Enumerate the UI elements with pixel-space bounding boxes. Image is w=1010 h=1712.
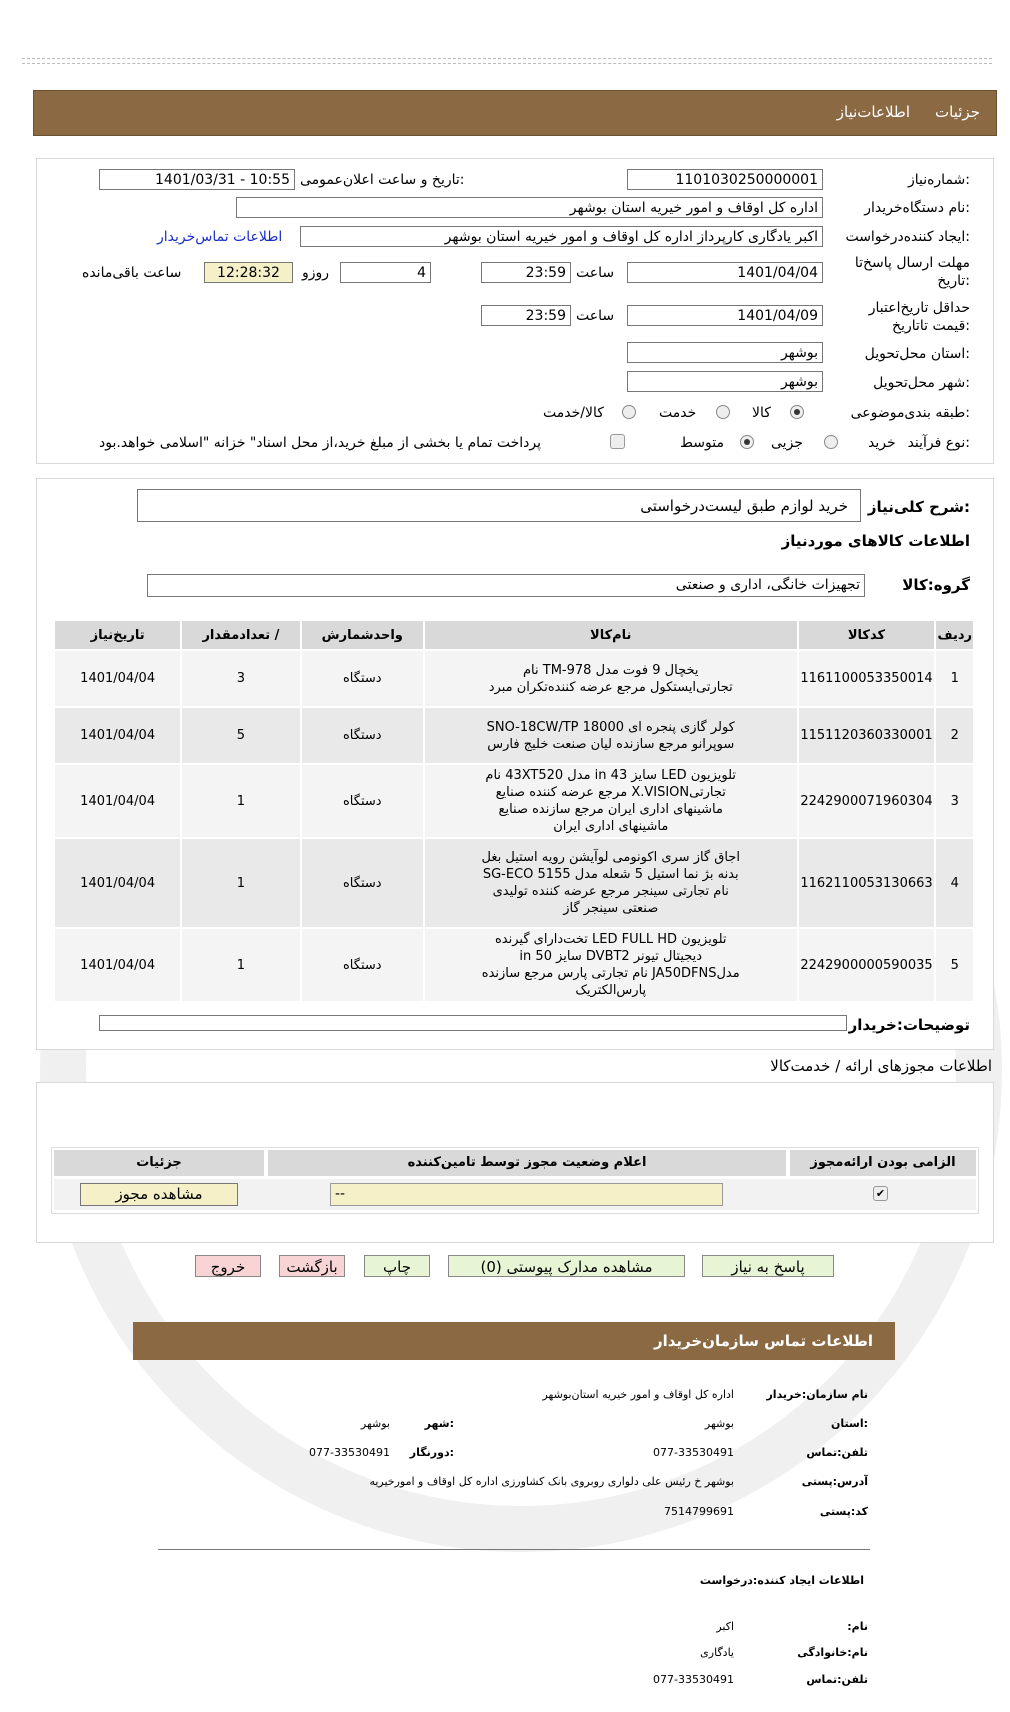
payment-note: پرداخت تمام یا بخشی از مبلغ خرید،از محل اسناد" خزانه "اسلامی خواهد.بود [99,435,542,451]
contact-bar [133,1322,895,1360]
province-field[interactable]: بوشهر [627,342,823,363]
process-option-medium: متوسط [680,435,724,451]
creator-name-label: نام: [847,1620,868,1633]
category-option-goods-service: کالا/خدمت [543,405,604,421]
col-date: تاریخ‌نیاز [55,621,180,649]
table-row [55,708,973,763]
need-number-field[interactable]: 1101030250000001 [627,169,823,190]
cell-row: 3 [936,765,973,837]
address-label: آدرس:پستی [801,1475,868,1488]
cell-code: 1162110053130663 [799,839,935,927]
creator-field[interactable]: اکبر یادگاری کارپرداز اداره کل اوقاف و امور خیریه استان بوشهر [300,226,823,247]
cell-row: 4 [936,839,973,927]
category-option-goods: کالا [752,405,771,421]
cell-name: تلویزیون LED FULL HD تخت‌دارای گیرنده دیجیتال تیونر DVBT2 سایز 50 in مدلJA50DFNS نام تجارتی پارس مرجع سازنده پارس‌الکتریک [425,929,797,1001]
buyer-notes-label: توضیحات:خریدار [848,1016,970,1034]
permits-table [51,1147,979,1214]
cell-row: 2 [936,708,973,763]
cell-qty: 1 [182,929,299,1001]
process-option-minor: جزیی [771,435,803,451]
cell-unit: دستگاه [302,651,423,706]
creator-family-value: یادگاری [700,1646,734,1659]
process-option-purchase: خرید [868,435,896,451]
payment-checkbox[interactable] [610,434,625,449]
process-label: نوع فرآیند: [907,435,970,451]
cell-qty: 1 [182,765,299,837]
postal-value: 7514799691 [664,1505,734,1518]
city-contact-label: :شهر [424,1417,454,1430]
reply-date-field[interactable]: 1401/04/04 [627,262,823,283]
cell-qty: 3 [182,651,299,706]
creator-label: ایجاد کننده‌درخواست: [845,229,970,245]
category-radio-goods[interactable] [790,405,804,419]
col-unit: واحدشمارش [302,621,423,649]
col-code: کدکالا [799,621,935,649]
col-name: نام‌کالا [425,621,797,649]
cell-code: 1151120360330001 [799,708,935,763]
cell-code: 1161100053350014 [799,651,935,706]
print-button[interactable]: چاپ [364,1255,430,1277]
view-permit-button[interactable]: مشاهده مجوز [80,1183,238,1206]
category-radio-goods-service[interactable] [622,405,636,419]
cell-date: 1401/04/04 [55,839,180,927]
org-value: اداره کل اوقاف و امور خیریه استان‌بوشهر [542,1388,734,1401]
attachments-button[interactable]: مشاهده مدارک پیوستی (0) [448,1255,685,1277]
permits-title: اطلاعات مجوزهای ارائه / خدمت‌کالا [770,1057,992,1075]
permit-required-checkbox: ✔ [873,1186,888,1201]
cell-name: یخچال 9 فوت مدل TM-978 نام تجارتی‌ایستکول مرجع عرضه کننده‌تکران مبرد [425,651,797,706]
validity-time-field[interactable]: 23:59 [481,305,571,326]
remaining-label: ساعت باقی‌مانده [82,265,182,281]
tab-need-info[interactable]: اطلاعات‌نیاز [836,103,910,121]
creator-phone-value: 077-33530491 [653,1673,734,1686]
postal-label: کد:پستی [819,1505,868,1518]
days-label: روزو [302,265,330,281]
cell-date: 1401/04/04 [55,929,180,1001]
summary-field: خرید لوازم طبق لیست‌درخواستی [137,489,861,522]
creator-info-title: اطلاعات ایجاد کننده:درخواست [699,1574,864,1587]
province-contact-label: :استان [831,1417,868,1430]
top-divider [22,58,992,64]
permits-header-required: الزامی بودن ارائه‌مجوز [790,1150,976,1176]
tab-details[interactable]: جزئیات [935,103,980,121]
category-option-service: خدمت [659,405,697,421]
goods-section-title: اطلاعات کالاهای موردنیاز [781,532,970,550]
cell-date: 1401/04/04 [55,708,180,763]
cell-code: 2242900000590035 [799,929,935,1001]
contact-divider [158,1549,870,1550]
phone-label: تلفن:تماس [806,1446,868,1459]
remaining-time-field: 12:28:32 [204,262,293,283]
table-row [55,651,973,706]
cell-unit: دستگاه [302,708,423,763]
announce-field[interactable]: 1401/03/31 - 10:55 [99,169,295,190]
header-bar [33,90,997,136]
price-validity-label: حداقل تاریخ‌اعتبار قیمت تا‌تاریخ: [868,300,970,334]
creator-family-label: نام:خانوادگی [797,1646,868,1659]
cell-date: 1401/04/04 [55,651,180,706]
buyer-notes-field [99,1015,847,1031]
province-contact-value: بوشهر [704,1417,734,1430]
cell-row: 1 [936,651,973,706]
cell-row: 5 [936,929,973,1001]
col-qty: / تعدادمقدار [182,621,299,649]
creator-name-value: اکبر [716,1620,734,1633]
cell-unit: دستگاه [302,929,423,1001]
validity-time-label: ساعت [576,308,615,324]
validity-date-field[interactable]: 1401/04/09 [627,305,823,326]
reply-time-field[interactable]: 23:59 [481,262,571,283]
cell-unit: دستگاه [302,765,423,837]
cell-unit: دستگاه [302,839,423,927]
phone-value: 077-33530491 [653,1446,734,1459]
province-label: استان محل‌تحویل: [864,346,970,362]
exit-button[interactable]: خروج [195,1255,261,1277]
buyer-label: نام دستگاه‌خریدار: [864,200,970,216]
reply-deadline-label: مهلت ارسال پاسخ‌تا تاریخ: [854,255,970,289]
fax-value: 077-33530491 [309,1446,390,1459]
buyer-field[interactable]: اداره کل اوقاف و امور خیریه استان بوشهر [236,197,823,218]
table-row [55,765,973,837]
permits-header-status: اعلام وضعیت مجوز توسط تامین‌کننده [268,1150,786,1176]
reply-button[interactable]: پاسخ به نیاز [702,1255,834,1277]
group-label: گروه:کالا [902,576,970,594]
cell-qty: 5 [182,708,299,763]
creator-phone-label: تلفن:تماس [806,1673,868,1686]
process-radio-minor[interactable] [824,435,838,449]
city-contact-value: بوشهر [360,1417,390,1430]
days-field[interactable]: 4 [340,262,431,283]
cell-name: کولر گازی پنجره ای SNO-18CW/TP 18000 سوپرانو مرجع سازنده لیان صنعت خلیج فارس [425,708,797,763]
cell-name: اجاق گاز سری اکونومی لوآیشن رویه استیل بغل بدنه بژ نما استیل 5 شعله مدل SG-ECO 5155 نام تجارتی سینجر مرجع عرضه کننده تولیدی صنعتی سینجر گاز [425,839,797,927]
announce-label: تاریخ و ساعت اعلان‌عمومی: [300,172,465,188]
permits-header-details: جزئیات [54,1150,264,1176]
cell-qty: 1 [182,839,299,927]
process-radio-medium[interactable] [740,435,754,449]
city-field[interactable]: بوشهر [627,371,823,392]
back-button[interactable]: بازگشت [279,1255,345,1277]
table-row [55,929,973,1001]
group-field: تجهیزات خانگی، اداری و صنعتی [147,574,865,597]
permit-status-field[interactable]: -- [330,1183,723,1206]
org-label: نام سازمان:خریدار [766,1388,868,1401]
col-row: ردیف [936,621,973,649]
cell-date: 1401/04/04 [55,765,180,837]
goods-table [53,619,975,1003]
buyer-contact-link[interactable]: اطلاعات تماس‌خریدار [157,229,283,245]
fax-label: :دورنگار [409,1446,454,1459]
reply-time-label: ساعت [576,265,615,281]
table-row [55,839,973,927]
cell-name: تلویزیون LED سایز 43 in مدل 43XT520 نام تجارتیX.VISION مرجع عرضه کننده صنایع ماشینهای اداری ایران مرجع سازنده صنایع ماشینهای اداری ایران [425,765,797,837]
need-number-label: شماره‌نیاز: [907,172,970,188]
cell-code: 2242900071960304 [799,765,935,837]
address-value: بوشهر خ رئیس علی دلواری روبروی بانک کشاورزی اداره کل اوقاف و امورخیریه [369,1475,734,1488]
contact-bar-title: اطلاعات تماس سازمان‌خریدار [653,1332,873,1350]
category-label: طبقه بندی‌موضوعی: [850,405,970,421]
summary-label: شرح کلی‌نیاز: [867,498,970,516]
city-label: شهر محل‌تحویل: [873,375,970,391]
category-radio-service[interactable] [716,405,730,419]
